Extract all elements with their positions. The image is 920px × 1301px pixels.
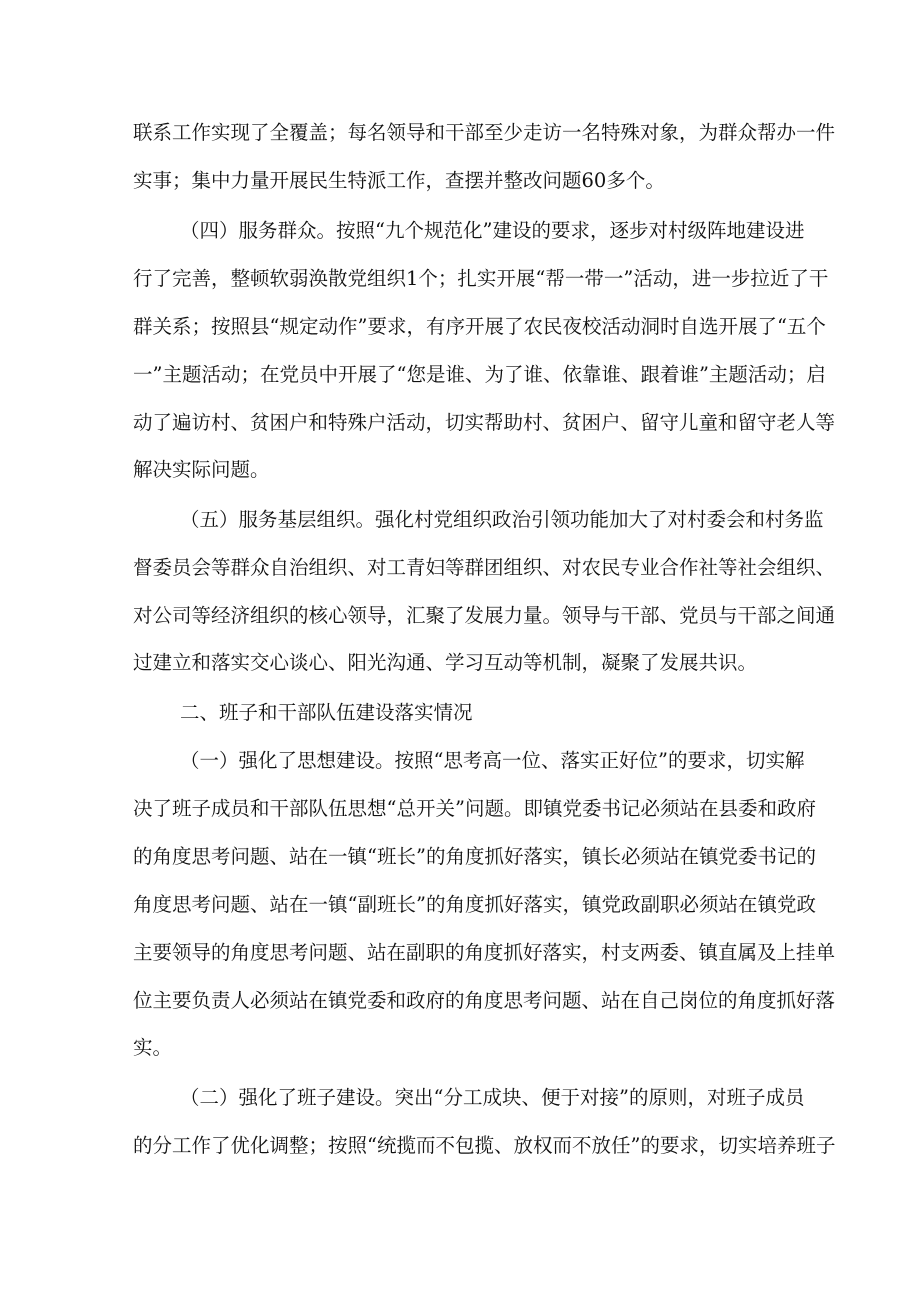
text-line: 群关系；按照县“规定动作”要求，有序开展了农民夜校活动洞时自选开展了“五个 bbox=[133, 315, 826, 338]
paragraph-heading-line: （一）强化了思想建设。按照“思考高一位、落实正好位”的要求，切实解 bbox=[180, 749, 805, 772]
paragraph-heading-line: （五）服务基层组织。强化村党组织政治引领功能加大了对村委会和村务监 bbox=[180, 508, 824, 531]
text-line: 的角度思考问题、站在一镇“班长”的角度抓好落实，镇长必须站在镇党委书记的 bbox=[133, 845, 816, 868]
text-line: 联系工作实现了全覆盖；每名领导和干部至少走访一名特殊对象，为群众帮办一件 bbox=[133, 121, 836, 144]
text-line: 对公司等经济组织的核心领导，汇聚了发展力量。领导与干部、党员与干部之间通 bbox=[133, 604, 836, 627]
text-line: 解决实际问题。 bbox=[133, 458, 270, 481]
text-line: 行了完善，整顿软弱涣散党组织1个；扎实开展“帮一带一”活动，进一步拉近了干 bbox=[133, 267, 829, 290]
section-heading: 二、班子和干部队伍建设落实情况 bbox=[180, 701, 473, 724]
text-line: 决了班子成员和干部队伍思想“总开关”问题。即镇党委书记必须站在县委和政府 bbox=[133, 797, 816, 820]
text-line: 督委员会等群众自治组织、对工青妇等群团组织、对农民专业合作社等社会组织、 bbox=[133, 556, 836, 579]
text-line: 位主要负责人必须站在镇党委和政府的角度思考问题、站在自己岗位的角度抓好落 bbox=[133, 989, 836, 1012]
text-line: 主要领导的角度思考问题、站在副职的角度抓好落实，村支两委、镇直属及上挂单 bbox=[133, 941, 836, 964]
text-line: 的分工作了优化调整；按照“统揽而不包揽、放权而不放任”的要求，切实培养班子 bbox=[133, 1134, 836, 1157]
text-line: 动了遍访村、贫困户和特殊户活动，切实帮助村、贫困户、留守儿童和留守老人等 bbox=[133, 411, 836, 434]
paragraph-heading-line: （二）强化了班子建设。突出“分工成块、便于对接”的原则，对班子成员 bbox=[180, 1086, 805, 1109]
text-line: 实。 bbox=[133, 1036, 173, 1059]
paragraph-heading-line: （四）服务群众。按照“九个规范化”建设的要求，逐步对村级阵地建设进 bbox=[180, 219, 805, 242]
text-line: 过建立和落实交心谈心、阳光沟通、学习互动等机制，凝聚了发展共识。 bbox=[133, 651, 758, 674]
text-line: 角度思考问题、站在一镇“副班长”的角度抓好落实，镇党政副职必须站在镇党政 bbox=[133, 893, 816, 916]
text-line: 实事；集中力量开展民生特派工作，查摆并整改问题60多个。 bbox=[133, 169, 665, 192]
text-line: 一”主题活动；在党员中开展了“您是谁、为了谁、依靠谁、跟着谁”主题活动；启 bbox=[133, 363, 826, 386]
